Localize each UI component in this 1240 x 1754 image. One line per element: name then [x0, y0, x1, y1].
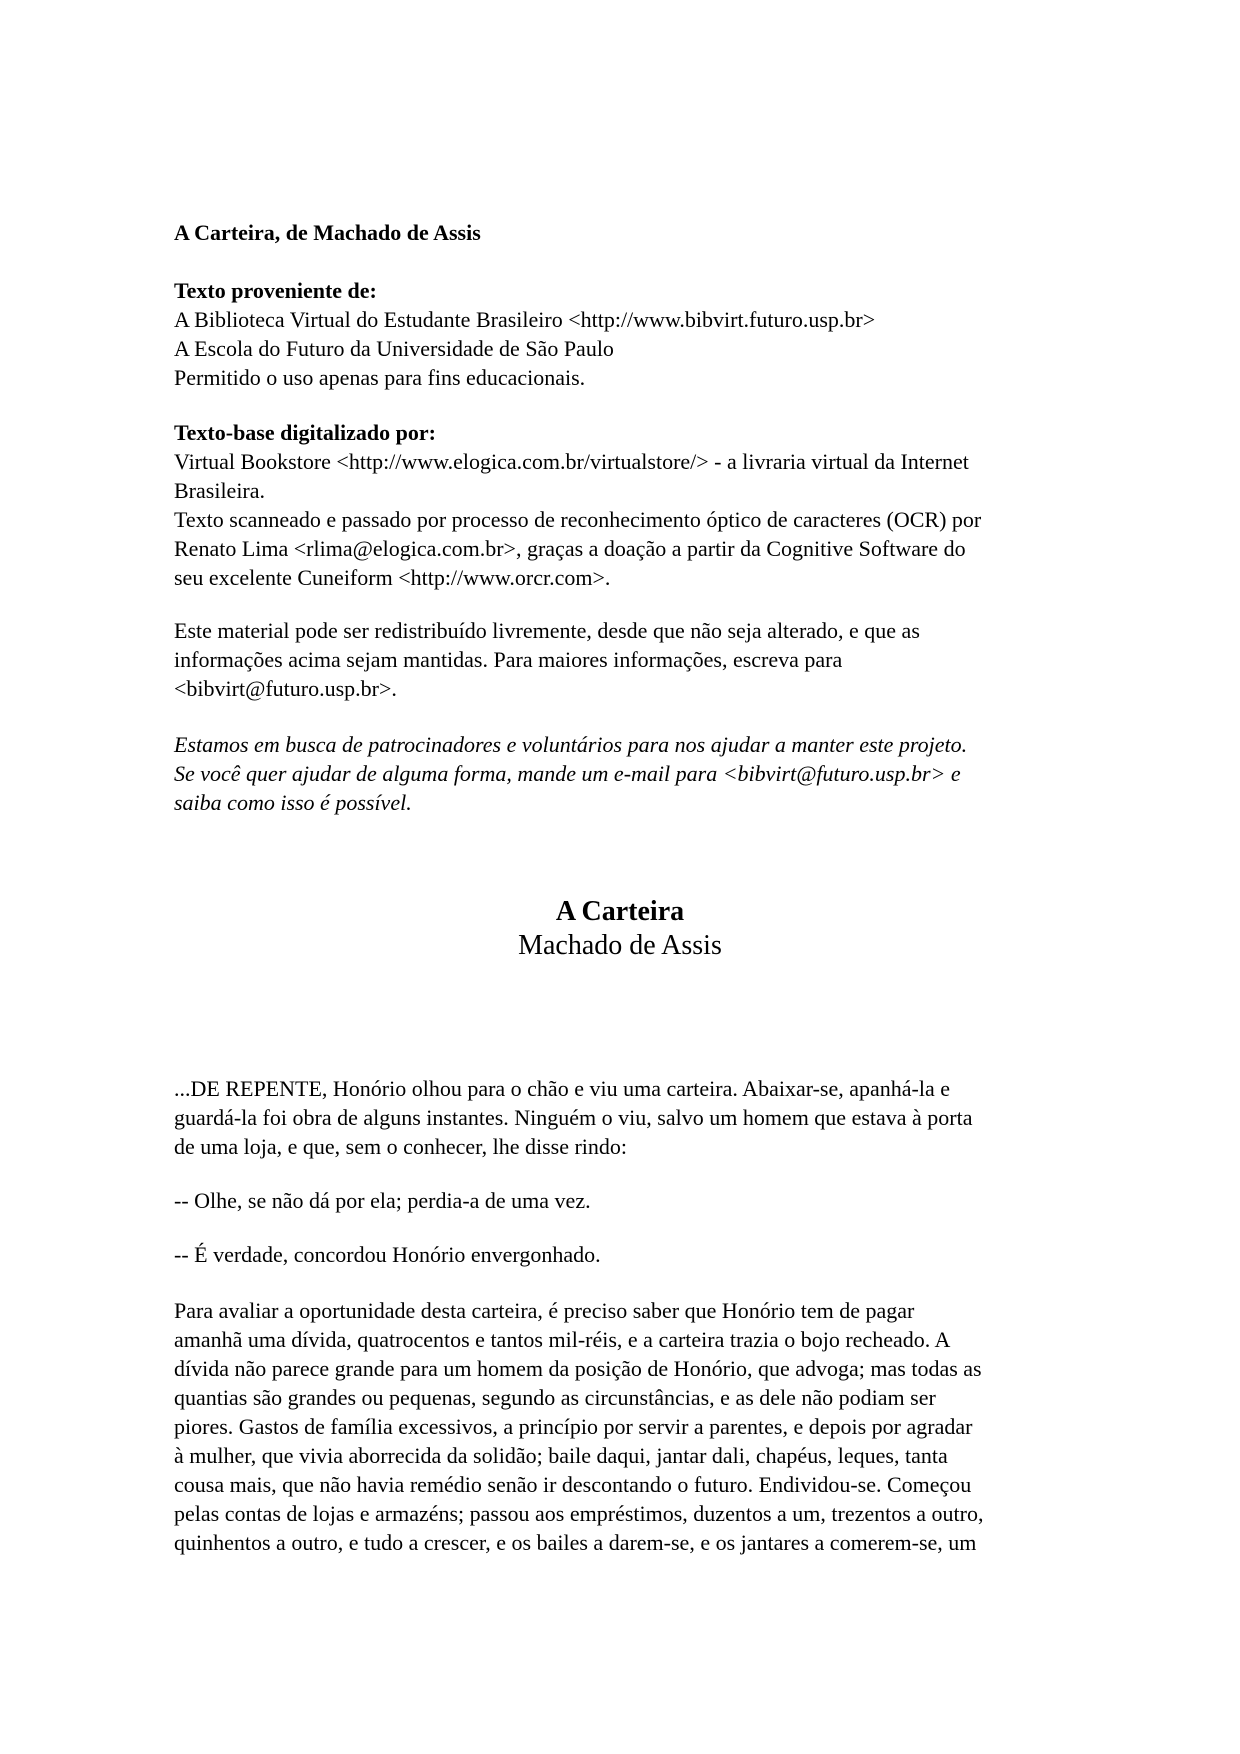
- story-line: Para avaliar a oportunidade desta carteira, é preciso saber que Honório tem de pagar: [174, 1298, 915, 1323]
- story-title: A Carteira: [555, 896, 685, 927]
- digitized-line: Texto scanneado e passado por processo de reconhecimento óptico de caracteres (OCR) por: [174, 507, 982, 532]
- story-line: piores. Gastos de família excessivos, a princípio por servir a parentes, e depois por agradar: [174, 1414, 973, 1439]
- license-line: Este material pode ser redistribuído livremente, desde que não seja alterado, e que as: [174, 618, 920, 643]
- license-section: [174, 616, 1094, 703]
- digitized-section: [174, 418, 1094, 592]
- license-line: informações acima sejam mantidas. Para maiores informações, escreva para: [174, 647, 843, 672]
- story-paragraph: [174, 1296, 1094, 1557]
- appeal-line: saiba como isso é possível.: [174, 790, 412, 815]
- digitized-line: Renato Lima <rlima@elogica.com.br>, graças a doação a partir da Cognitive Software do: [174, 536, 966, 561]
- story-line: de uma loja, e que, sem o conhecer, lhe disse rindo:: [174, 1134, 628, 1159]
- source-line: Permitido o uso apenas para fins educacionais.: [174, 365, 586, 390]
- story-line: pelas contas de lojas e armazéns; passou aos empréstimos, duzentos a um, trezentos a outro,: [174, 1501, 984, 1526]
- story-line: amanhã uma dívida, quatrocentos e tantos mil-réis, e a carteira trazia o bojo recheado. A: [174, 1327, 951, 1352]
- source-line: A Biblioteca Virtual do Estudante Brasileiro <http://www.bibvirt.futuro.usp.br>: [174, 307, 876, 332]
- source-line: A Escola do Futuro da Universidade de São Paulo: [174, 336, 614, 361]
- story-heading: [0, 895, 1240, 963]
- document-title-text: A Carteira, de Machado de Assis: [174, 220, 481, 245]
- appeal-line: Estamos em busca de patrocinadores e voluntários para nos ajudar a manter este projeto.: [174, 732, 968, 757]
- story-paragraph: [174, 1186, 1094, 1215]
- story-line: quinhentos a outro, e tudo a crescer, e os bailes a darem-se, e os jantares a comerem-se, um: [174, 1530, 977, 1555]
- license-line: <bibvirt@futuro.usp.br>.: [174, 676, 397, 701]
- story-line: cousa mais, que não havia remédio senão ir descontando o futuro. Endividou-se. Começou: [174, 1472, 972, 1497]
- source-heading: Texto proveniente de:: [174, 278, 377, 303]
- digitized-heading: Texto-base digitalizado por:: [174, 420, 436, 445]
- story-line: -- Olhe, se não dá por ela; perdia-a de uma vez.: [174, 1188, 591, 1213]
- appeal-section: [174, 730, 1094, 817]
- appeal-line: Se você quer ajudar de alguma forma, mande um e-mail para <bibvirt@futuro.usp.br> e: [174, 761, 961, 786]
- story-line: quantias são grandes ou pequenas, segundo as circunstâncias, e as dele não podiam ser: [174, 1385, 936, 1410]
- story-line: guardá-la foi obra de alguns instantes. Ninguém o viu, salvo um homem que estava à porta: [174, 1105, 973, 1130]
- story-author: Machado de Assis: [518, 930, 722, 961]
- document-title: [174, 218, 1094, 247]
- story-line: ...DE REPENTE, Honório olhou para o chão e viu uma carteira. Abaixar-se, apanhá-la e: [174, 1076, 951, 1101]
- digitized-line: seu excelente Cuneiform <http://www.orcr.com>.: [174, 565, 611, 590]
- story-line: à mulher, que vivia aborrecida da solidão; baile daqui, jantar dali, chapéus, leques, tanta: [174, 1443, 948, 1468]
- story-paragraph: [174, 1074, 1094, 1161]
- source-section: [174, 276, 1094, 392]
- story-line: -- É verdade, concordou Honório envergonhado.: [174, 1242, 601, 1267]
- digitized-line: Virtual Bookstore <http://www.elogica.com.br/virtualstore/> - a livraria virtual da Internet: [174, 449, 969, 474]
- story-paragraph: [174, 1240, 1094, 1269]
- digitized-line: Brasileira.: [174, 478, 266, 503]
- story-line: dívida não parece grande para um homem da posição de Honório, que advoga; mas todas as: [174, 1356, 982, 1381]
